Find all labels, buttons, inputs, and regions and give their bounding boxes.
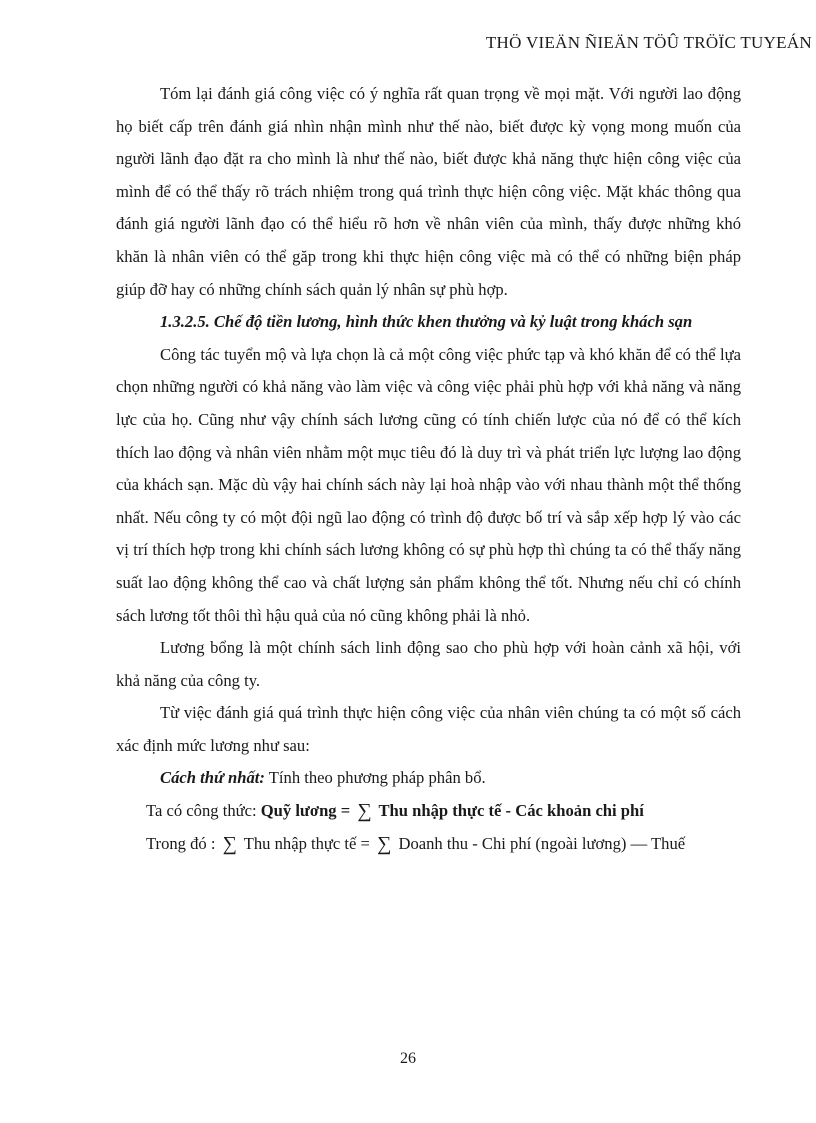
formula-salary-fund: [116, 795, 741, 828]
paragraph: Từ việc đánh giá quá trình thực hiện công việc của nhân viên chúng ta có một số cách xác định mức lương như sau:: [116, 703, 741, 755]
formula-part: Thu nhập thực tế =: [239, 833, 375, 853]
section-heading: 1.3.2.5. Chế độ tiền lương, hình thức khen thưởng và kỷ luật trong khách sạn: [160, 312, 693, 332]
paragraph: Công tác tuyển mộ và lựa chọn là cả một công việc phức tạp và khó khăn để có thể lựa chọn những người có khả năng vào làm việc và công việc phải phù hợp với khả năng và năng lực của họ. Cũng như vậy chính sách lương cũng có tính chiến lược của nó để có thể kích thích lao động và nhân viên nhằm một mục tiêu đó là duy trì và phát triển lực lượng lao động của khách sạn. Mặc dù vậy hai chính sách này lại hoà nhập vào với nhau thành một thể thống nhất. Nếu công ty có một đội ngũ lao động có trình độ được bố trí và sắp xếp hợp lý vào các vị trí thích hợp trong khi chính sách lương không có sự phù hợp thì chúng ta có thể thấy năng suất lao động không thể cao và chất lượng sản phẩm không thể tốt. Nhưng nếu chỉ có chính sách lương tốt thôi thì hậu quả của nó cũng không phải là nhỏ.: [116, 344, 741, 625]
formula-real-income: [116, 828, 741, 861]
sigma-symbol: ∑: [222, 832, 237, 855]
method-line: [116, 762, 741, 795]
paragraph: Lương bổng là một chính sách linh động sao cho phù hợp với hoàn cảnh xã hội, với khả năng của công ty.: [116, 638, 741, 690]
formula-rhs: Thu nhập thực tế - Các khoản chi phí: [374, 801, 644, 821]
sigma-symbol: ∑: [357, 800, 372, 823]
page-number: 26: [400, 1050, 416, 1067]
formula-prefix: Ta có công thức:: [146, 801, 261, 821]
document-body: [116, 78, 741, 860]
formula-part: Trong đó :: [146, 833, 220, 853]
running-header: THÖ VIEÄN ÑIEÄN TÖÛ TRÖÏC TUYEÁN: [485, 33, 812, 52]
formula-part: Doanh thu - Chi phí (ngoài lương) — Thuế: [394, 833, 686, 853]
paragraph: Tóm lại đánh giá công việc có ý nghĩa rất quan trọng về mọi mặt. Với người lao động họ biết cấp trên đánh giá nhìn nhận mình như thế nào, biết được kỳ vọng mong muốn của người lãnh đạo đặt ra cho mình là như thế nào, biết được khả năng thực hiện công việc của mình để có thể thấy rõ trách nhiệm trong quá trình thực hiện công việc. Mặt khác thông qua đánh giá người lãnh đạo có thể hiểu rõ hơn về nhân viên của mình, thấy được những khó khăn là nhân viên có thể găp trong khi thực hiện công việc mà có thể có những biện pháp giúp đỡ hay có những chính sách quản lý nhân sự phù hợp.: [116, 84, 741, 299]
formula-lhs: Quỹ lương =: [260, 801, 355, 821]
method-label: Cách thứ nhất:: [160, 768, 265, 788]
sigma-symbol: ∑: [377, 832, 392, 855]
method-text: Tính theo phương pháp phân bổ.: [264, 768, 486, 788]
